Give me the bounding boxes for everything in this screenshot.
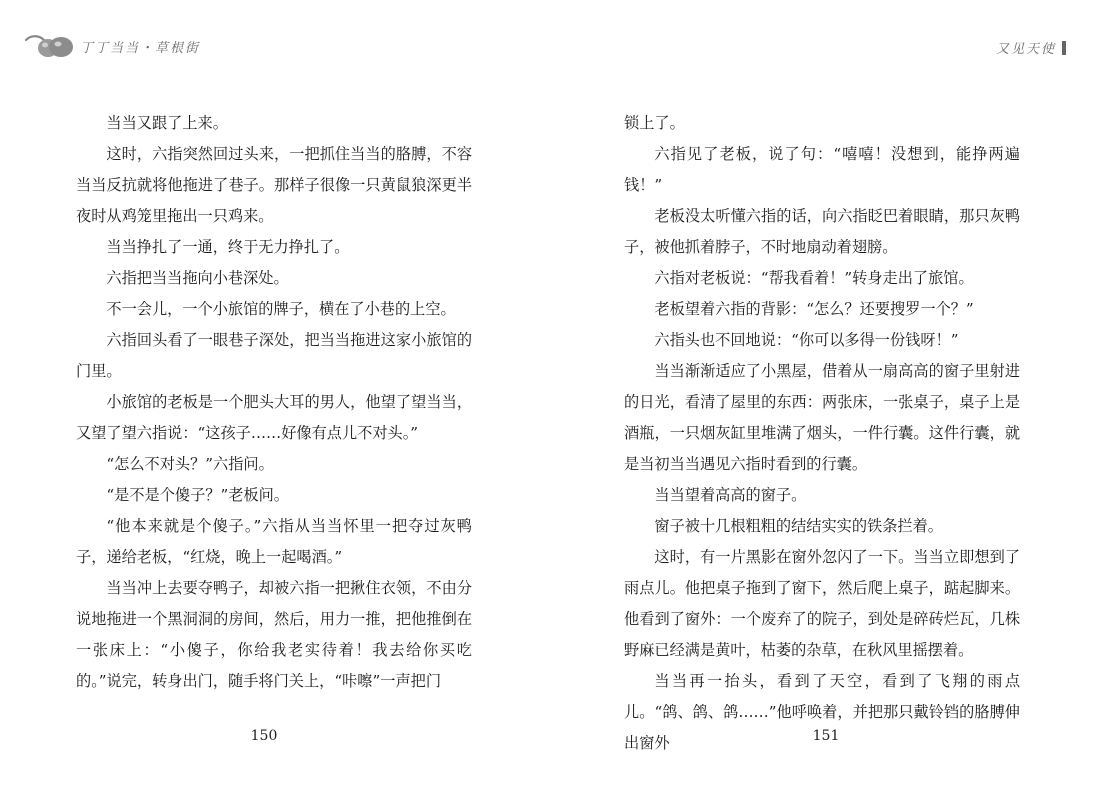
paragraph: 当当冲上去要夺鸭子，却被六指一把揪住衣领，不由分说地拖进一个黑洞洞的房间，然后，用力一推，把他推倒在一张床上：“小傻子，你给我老实待着！我去给你买吃的。”说完，转身出门，随手将门关上，“咔嚓”一声把门 [76,579,472,690]
paragraph: 这时，六指突然回过头来，一把抓住当当的胳膊，不容当当反抗就将他拖进了巷子。那样子很像一只黄鼠狼深更半夜时从鸡笼里拖出一只鸡来。 [76,145,472,225]
paragraph: 小旅馆的老板是一个肥头大耳的男人，他望了望当当，又望了望六指说：“这孩子……好像有点儿不对头。” [76,393,472,442]
paragraph: 六指把当当拖向小巷深处。 [106,269,289,287]
paragraph: 六指对老板说：“帮我看着！”转身走出了旅馆。 [654,269,974,287]
paragraph: “他本来就是个傻子。”六指从当当怀里一把夺过灰鸭子，递给老板，“红烧，晚上一起喝酒。” [76,517,472,566]
paragraph: 当当渐渐适应了小黑屋，借着从一扇高高的窗子里射进的日光，看清了屋里的东西：两张床，一张桌子，桌子上是酒瓶，一只烟灰缸里堆满了烟头，一件行囊。这件行囊，就是当初当当遇见六指时看到的行囊。 [624,362,1020,473]
page-number-right: 151 [812,728,840,744]
series-title: 丁丁当当・草根街 [80,40,201,56]
paragraph-continued: 锁上了。 [624,114,685,132]
gourd-logo-icon [24,30,76,62]
chapter-marker-bar [1062,41,1066,55]
paragraph: 六指回头看了一眼巷子深处，把当当拖进这家小旅馆的门里。 [76,331,472,380]
page-header-left [24,30,200,62]
right-page [548,0,1096,786]
paragraph: 不一会儿，一个小旅馆的牌子，横在了小巷的上空。 [106,300,456,318]
page-number-left: 150 [250,728,278,744]
paragraph: 窗子被十几根粗粗的结结实实的铁条拦着。 [654,517,943,535]
chapter-title: 又见天使 [995,42,1056,57]
right-page-text [624,108,1020,759]
paragraph: 当当又跟了上来。 [106,114,228,132]
left-page-text [76,108,472,697]
paragraph: 当当挣扎了一通，终于无力挣扎了。 [106,238,350,256]
paragraph: 六指头也不回地说：“你可以多得一份钱呀！” [654,331,959,349]
paragraph: “是不是个傻子？”老板问。 [106,486,289,504]
page-header-right [996,38,1066,57]
paragraph: 老板没太听懂六指的话，向六指眨巴着眼睛，那只灰鸭子，被他抓着脖子，不时地扇动着翅膀。 [624,207,1020,256]
paragraph: 六指见了老板，说了句：“嘻嘻！没想到，能挣两遍钱！” [624,145,1020,194]
paragraph: “怎么不对头？”六指问。 [106,455,274,473]
paragraph: 当当再一抬头，看到了天空，看到了飞翔的雨点儿。“鸽、鸽、鸽……”他呼唤着，并把那只戴铃铛的胳膊伸出窗外 [624,672,1020,752]
paragraph: 这时，有一片黑影在窗外忽闪了一下。当当立即想到了雨点儿。他把桌子拖到了窗下，然后爬上桌子，踮起脚来。他看到了窗外：一个废弃了的院子，到处是碎砖烂瓦，几株野麻已经满是黄叶，枯萎的杂草，在秋风里摇摆着。 [624,548,1020,659]
paragraph: 老板望着六指的背影：“怎么？还要搜罗一个？” [654,300,974,318]
paragraph: 当当望着高高的窗子。 [654,486,807,504]
